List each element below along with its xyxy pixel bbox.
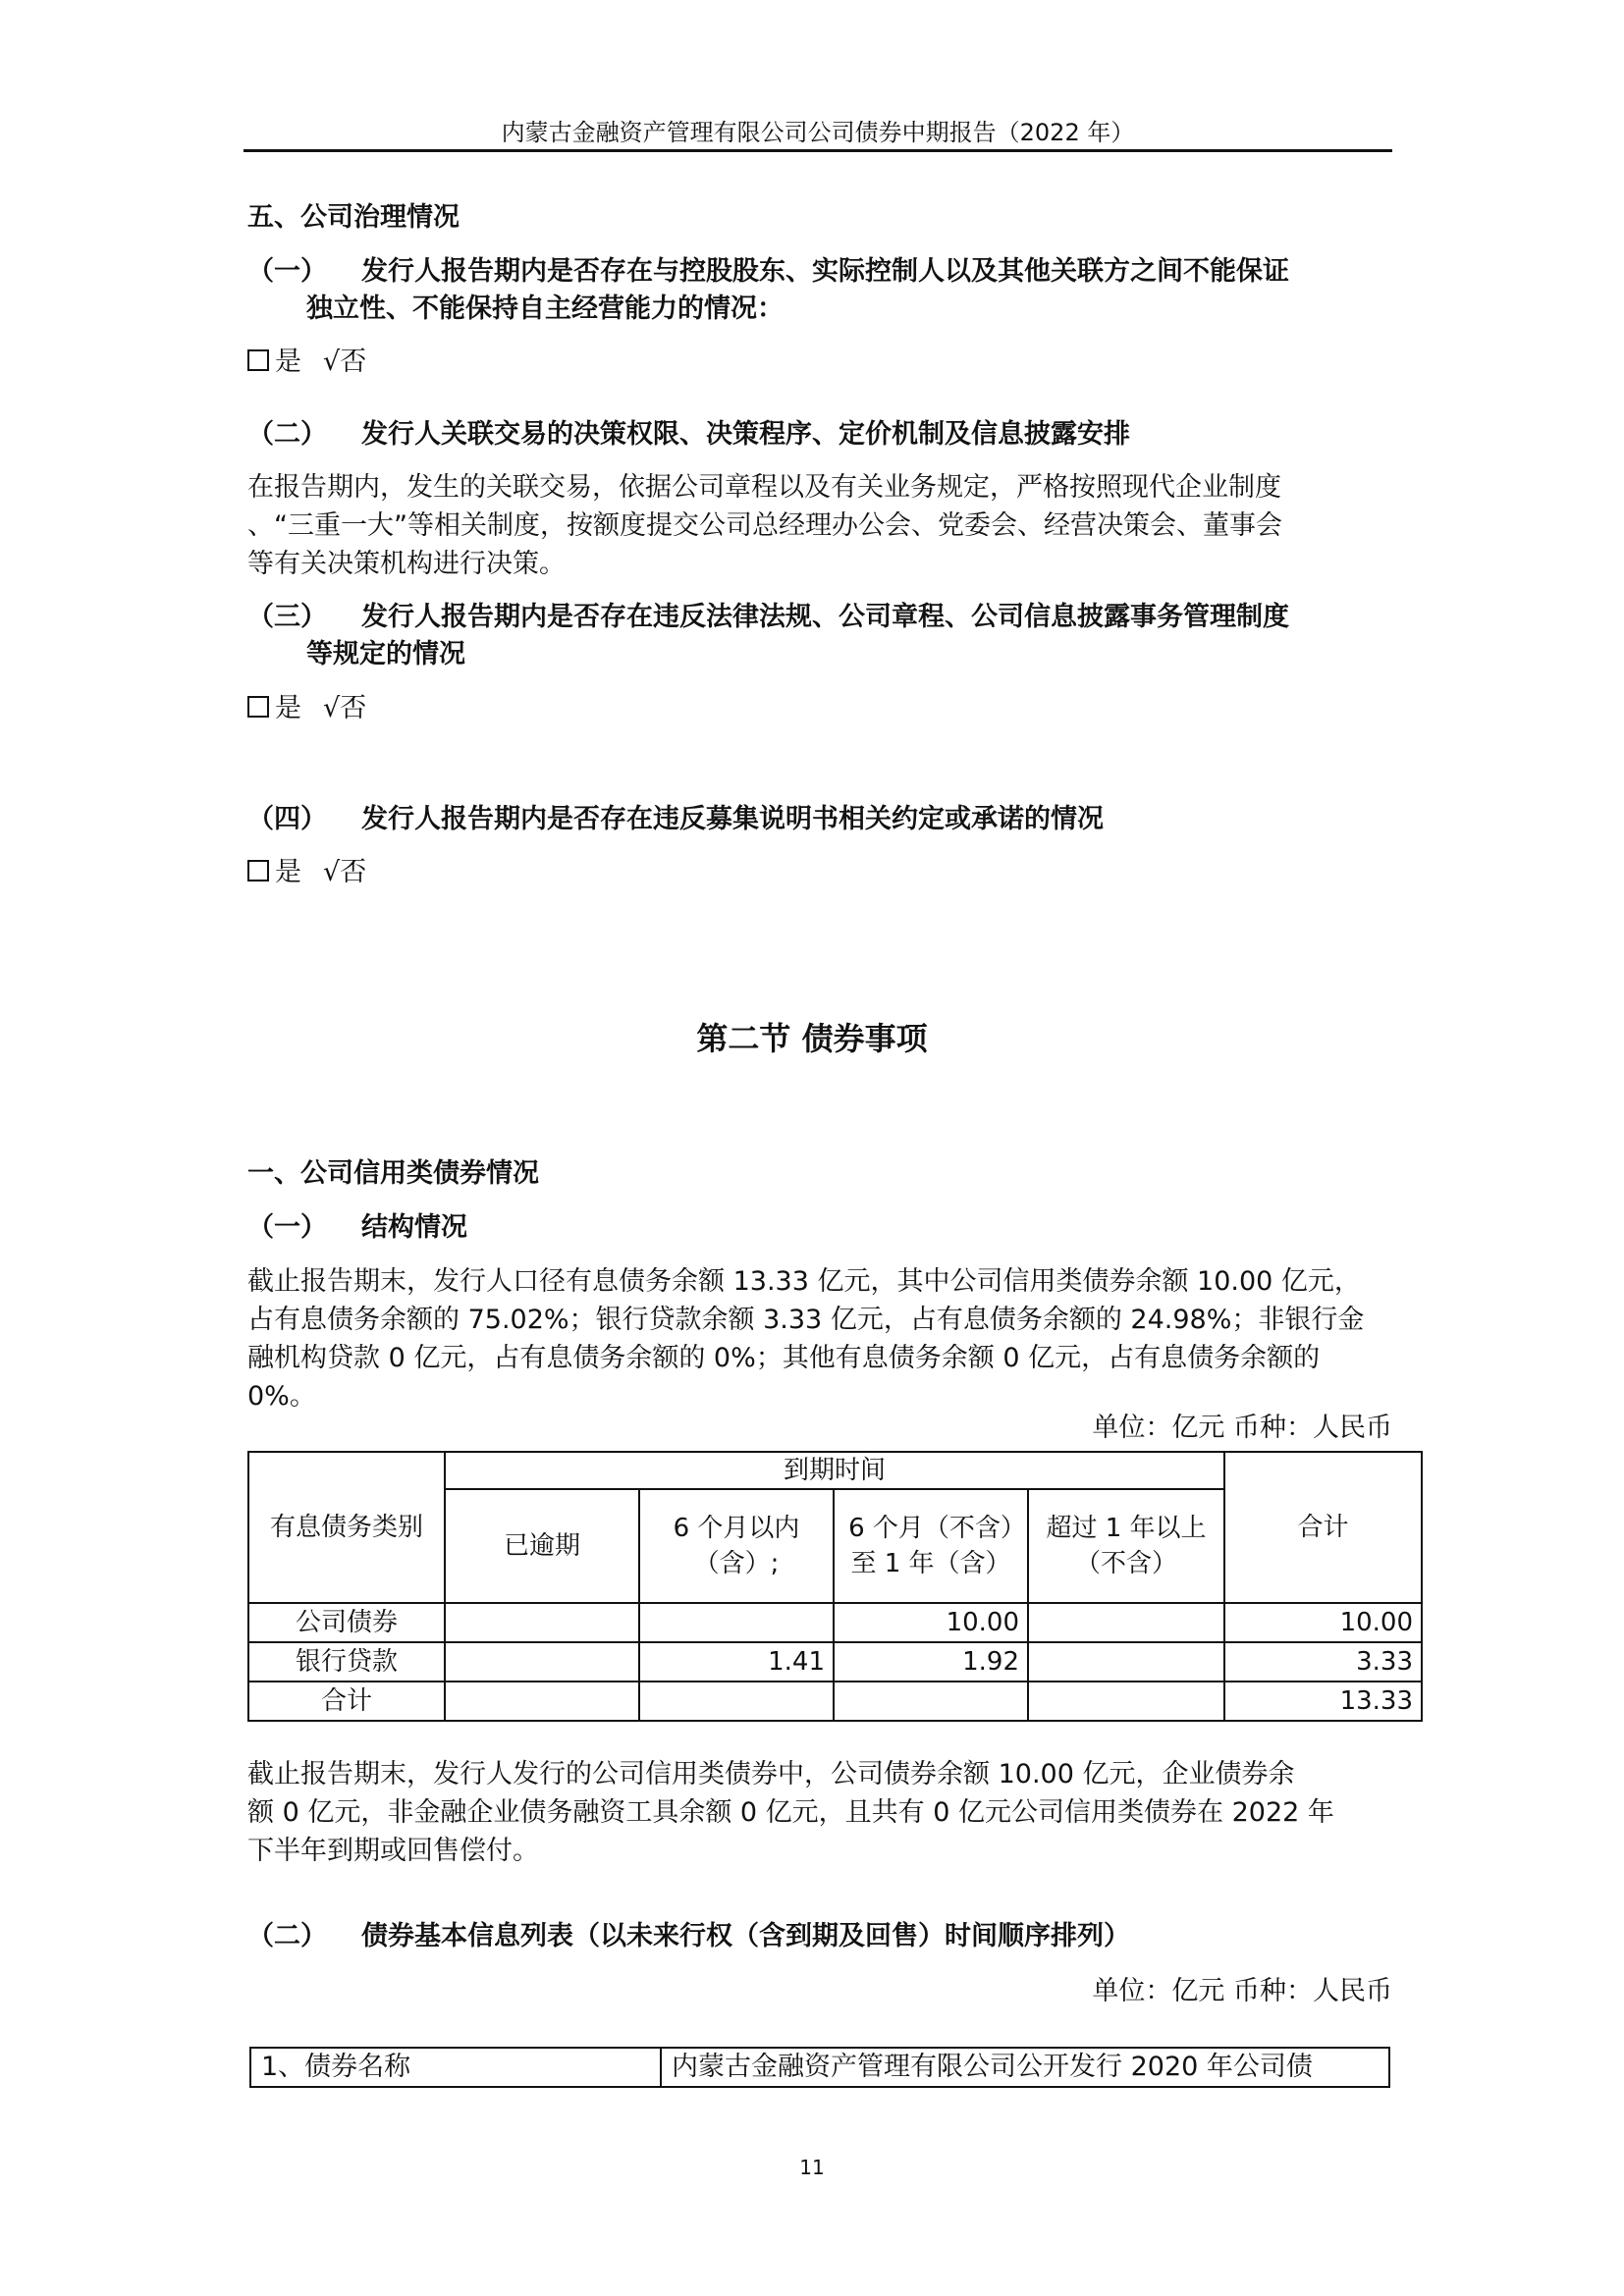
para2-line1: 截止报告期末，发行人发行的公司信用类债券中，公司债券余额 10.00 亿元，企业债券余 bbox=[247, 1759, 1295, 1789]
structure-heading bbox=[247, 1209, 1391, 1247]
q1-heading bbox=[247, 253, 1391, 328]
q2-number: （二） bbox=[247, 419, 327, 450]
cell-over-1y bbox=[1028, 1642, 1224, 1682]
row-label: 合计 bbox=[248, 1682, 445, 1721]
q2-para-line2: 、“三重一大”等相关制度，按额度提交公司总经理办公会、党委会、经营决策会、董事会 bbox=[247, 510, 1282, 541]
cell-overdue bbox=[445, 1642, 639, 1682]
cell-within-6m bbox=[639, 1603, 834, 1642]
no-label: √否 bbox=[323, 857, 367, 887]
header-over-1y: 超过 1 年以上（不含） bbox=[1028, 1489, 1224, 1603]
header-6m-to-1y: 6 个月（不含）至 1 年（含） bbox=[834, 1489, 1028, 1603]
para2-line3: 下半年到期或回售偿付。 bbox=[247, 1836, 539, 1866]
bond-name-label: 1、债券名称 bbox=[250, 2048, 661, 2087]
cell-total: 13.33 bbox=[1224, 1682, 1422, 1721]
cell-total: 10.00 bbox=[1224, 1603, 1422, 1642]
unit-note: 单位：亿元 币种：人民币 bbox=[1092, 1413, 1392, 1443]
cell-overdue bbox=[445, 1603, 639, 1642]
bond-info-table bbox=[249, 2047, 1390, 2088]
cell-within-6m bbox=[639, 1682, 834, 1721]
header-rule bbox=[244, 149, 1392, 152]
cell-within-6m: 1.41 bbox=[639, 1642, 834, 1682]
q3-answer bbox=[247, 690, 366, 727]
q4-number: （四） bbox=[247, 804, 327, 834]
table-row bbox=[250, 2048, 1389, 2087]
para1-line2: 占有息债务余额的 75.02%；银行贷款余额 3.33 亿元，占有息债务余额的 24.98%；非银行金 bbox=[247, 1305, 1365, 1335]
header-total: 合计 bbox=[1224, 1452, 1422, 1603]
cell-total: 3.33 bbox=[1224, 1642, 1422, 1682]
section-title: 五、公司治理情况 bbox=[247, 202, 460, 233]
q3-line1: 发行人报告期内是否存在违反法律法规、公司章程、公司信息披露事务管理制度 bbox=[361, 602, 1289, 632]
header-maturity: 到期时间 bbox=[445, 1452, 1224, 1489]
structure-number: （一） bbox=[247, 1212, 327, 1243]
q3-number: （三） bbox=[247, 602, 327, 632]
yes-label: 是 bbox=[275, 347, 301, 377]
checkbox-yes bbox=[247, 349, 269, 371]
q1-line2: 独立性、不能保持自主经营能力的情况： bbox=[306, 294, 784, 324]
q3-line2: 等规定的情况 bbox=[306, 639, 465, 669]
yes-label: 是 bbox=[275, 857, 301, 887]
header-overdue: 已逾期 bbox=[445, 1489, 639, 1603]
table-row bbox=[248, 1642, 1422, 1682]
para1-line4: 0%。 bbox=[247, 1381, 316, 1412]
chapter-title: 第二节 债券事项 bbox=[696, 1020, 928, 1057]
q1-answer bbox=[247, 344, 366, 381]
structure-paragraph bbox=[247, 1262, 1396, 1415]
page-number: 11 bbox=[799, 2156, 825, 2179]
table-row bbox=[248, 1682, 1422, 1721]
q4-heading bbox=[247, 801, 1391, 838]
para2-line2: 额 0 亿元，非金融企业债务融资工具余额 0 亿元，且共有 0 亿元公司信用类债券在 2022 年 bbox=[247, 1797, 1334, 1828]
q2-title: 发行人关联交易的决策权限、决策程序、定价机制及信息披露安排 bbox=[361, 419, 1130, 450]
bond-info-heading bbox=[247, 1918, 1391, 1955]
cell-over-1y bbox=[1028, 1603, 1224, 1642]
checkbox-yes bbox=[247, 696, 269, 718]
no-label: √否 bbox=[323, 693, 367, 723]
no-label: √否 bbox=[323, 347, 367, 377]
header-category: 有息债务类别 bbox=[248, 1452, 445, 1603]
q2-para-line3: 等有关决策机构进行决策。 bbox=[247, 549, 566, 579]
bond-name-value: 内蒙古金融资产管理有限公司公开发行 2020 年公司债 bbox=[661, 2048, 1389, 2087]
checkbox-yes bbox=[247, 860, 269, 881]
q4-title: 发行人报告期内是否存在违反募集说明书相关约定或承诺的情况 bbox=[361, 804, 1104, 834]
credit-bond-paragraph bbox=[247, 1755, 1396, 1870]
q2-para-line1: 在报告期内，发生的关联交易，依据公司章程以及有关业务规定，严格按照现代企业制度 bbox=[247, 472, 1281, 503]
cell-6m-to-1y: 10.00 bbox=[834, 1603, 1028, 1642]
para1-line1: 截止报告期末，发行人口径有息债务余额 13.33 亿元，其中公司信用类债券余额 10.00 亿元， bbox=[247, 1266, 1361, 1297]
bond-info-number: （二） bbox=[247, 1921, 327, 1951]
row-label: 公司债券 bbox=[248, 1603, 445, 1642]
credit-section-title: 一、公司信用类债券情况 bbox=[247, 1158, 539, 1189]
q1-line1: 发行人报告期内是否存在与控股股东、实际控制人以及其他关联方之间不能保证 bbox=[361, 256, 1289, 287]
structure-title: 结构情况 bbox=[361, 1212, 467, 1243]
q2-paragraph bbox=[247, 468, 1391, 583]
para1-line3: 融机构贷款 0 亿元，占有息债务余额的 0%；其他有息债务余额 0 亿元，占有息债务余额的 bbox=[247, 1343, 1321, 1373]
table-row bbox=[248, 1603, 1422, 1642]
page-header: 内蒙古金融资产管理有限公司公司债券中期报告（2022 年） bbox=[501, 119, 1135, 146]
header-within-6m: 6 个月以内（含）; bbox=[639, 1489, 834, 1603]
debt-structure-table bbox=[247, 1451, 1423, 1722]
q2-heading bbox=[247, 416, 1391, 454]
bond-info-title: 债券基本信息列表（以未来行权（含到期及回售）时间顺序排列） bbox=[361, 1921, 1130, 1951]
yes-label: 是 bbox=[275, 693, 301, 723]
cell-overdue bbox=[445, 1682, 639, 1721]
row-label: 银行贷款 bbox=[248, 1642, 445, 1682]
cell-6m-to-1y bbox=[834, 1682, 1028, 1721]
unit-note: 单位：亿元 币种：人民币 bbox=[1092, 1976, 1392, 2006]
q1-number: （一） bbox=[247, 256, 327, 287]
cell-over-1y bbox=[1028, 1682, 1224, 1721]
q4-answer bbox=[247, 854, 366, 891]
cell-6m-to-1y: 1.92 bbox=[834, 1642, 1028, 1682]
q3-heading bbox=[247, 599, 1391, 673]
